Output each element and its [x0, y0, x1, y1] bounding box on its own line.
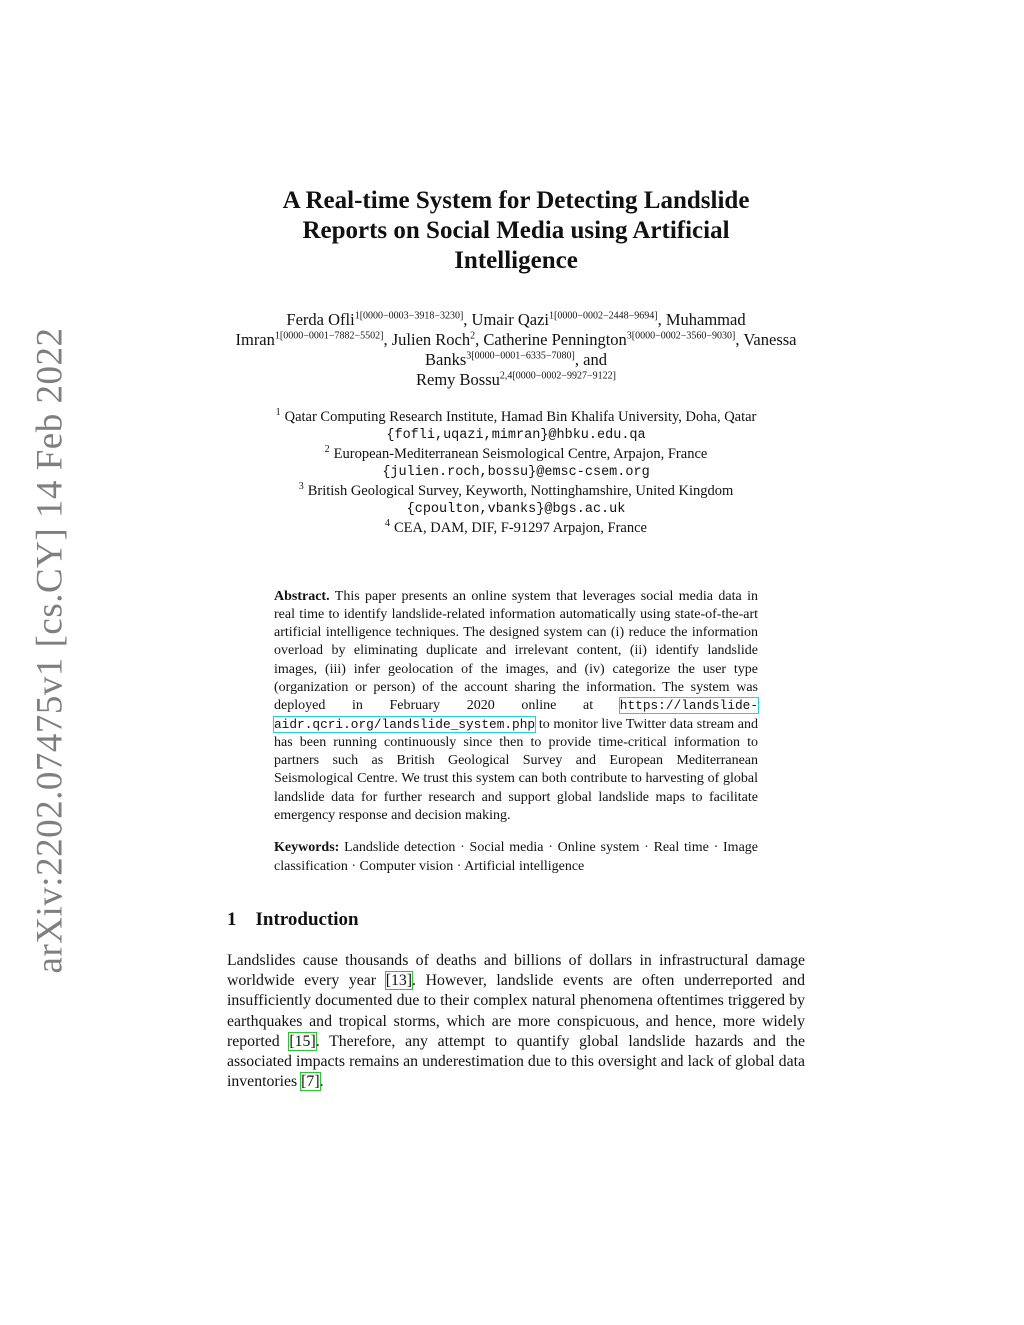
author-affiliation-orcid: 1[0000−0003−3918−3230] — [354, 310, 464, 322]
author-affiliation-orcid: 2,4[0000−0002−9927−9122] — [499, 370, 616, 382]
affiliation-text: European-Mediterranean Seismological Centre, Arpajon, France — [333, 446, 708, 462]
citation-link[interactable]: [7] — [301, 1073, 320, 1091]
affiliation-text: CEA, DAM, DIF, F-91297 Arpajon, France — [394, 520, 647, 536]
system-url-link[interactable]: https://landslide-aidr.qcri.org/landslide_system.php — [274, 698, 759, 732]
author-name: Umair Qazi — [471, 310, 549, 329]
affiliation-text: British Geological Survey, Keyworth, Nottinghamshire, United Kingdom — [307, 483, 734, 499]
intro-text: . Therefore, any attempt to quantify global landslide hazards and the associated impacts remains an underestimation due to this oversight and lack of global data inventories — [227, 1032, 805, 1091]
author-affiliation-orcid: 3[0000−0001−6335−7080] — [466, 350, 575, 362]
abstract-text: to monitor live Twitter data stream and has been running continuously since then to provide time-critical information to partners such as British Geological Survey and European Mediterranean Seismological Centre. We trust this system can both contribute to harvesting of global landslide data for further research and support global landslide maps to facilitate emergency response and decision making. — [274, 716, 759, 824]
affiliation-entry — [227, 445, 805, 464]
affiliation-number: 1 — [275, 407, 281, 419]
affiliation-email: {cpoulton,vbanks}@bgs.ac.uk — [406, 501, 626, 517]
section-heading — [227, 909, 805, 931]
intro-text: . — [319, 1073, 324, 1091]
keywords-text: Landslide detection · Social media · Online system · Real time · Image classification · Computer vision · Artificial intelligence — [274, 840, 758, 874]
affiliation-email: {julien.roch,bossu}@emsc-csem.org — [382, 464, 650, 480]
intro-text: Landslides cause thousands of deaths and billions of dollars in infrastructural damage worldwide every year — [227, 951, 805, 990]
author-affiliation-orcid: 3[0000−0002−3560−9030] — [626, 330, 736, 342]
affiliation-list — [227, 408, 805, 538]
affiliation-entry — [227, 408, 805, 427]
author-name: Julien Roch — [391, 330, 471, 349]
affiliation-number: 2 — [324, 444, 330, 456]
paper-page — [227, 186, 805, 1092]
author-conjunction: and — [583, 350, 607, 369]
affiliation-entry — [227, 519, 805, 538]
citation-link[interactable]: [15] — [289, 1032, 316, 1050]
citation-link[interactable]: [13] — [385, 972, 413, 990]
title-line: A Real-time System for Detecting Landslide — [282, 187, 750, 214]
author-name: Ferda Ofli — [286, 310, 355, 329]
affiliation-text: Qatar Computing Research Institute, Hamad Bin Khalifa University, Doha, Qatar — [284, 409, 757, 425]
arxiv-identifier-text: arXiv:2202.07475v1 [cs.CY] 14 Feb 2022 — [29, 327, 71, 973]
title-line: Reports on Social Media using Artificial — [302, 217, 730, 244]
keywords-label: Keywords: — [274, 840, 340, 856]
author-affiliation-orcid: 1[0000−0002−2448−9694] — [548, 310, 658, 322]
affiliation-number: 3 — [298, 481, 304, 493]
author-affiliation-orcid: 1[0000−0001−7882−5502] — [274, 330, 384, 342]
author-name: Catherine Pennington — [483, 330, 627, 349]
abstract-label: Abstract. — [274, 588, 330, 604]
author-list: Ferda Ofli$^{1[0000-0003-3918-3230]}$, Umair Qazi$^{1[0000-0002-2448-9694]}$, Muhammad Imran$^{1[0000-0001-7882-5502]}$, Julien Roch$^2$, Catherine Pennington$^{3[0000-0002-3560-9030]}$, Vanessa Banks$^{3[0000-0001-6335-7080]}$, and Remy Bossu$^{2,4[0000-0002-9927-9122]}$ — [235, 310, 797, 389]
affiliation-entry — [227, 482, 805, 501]
paper-title — [227, 186, 805, 276]
arxiv-identifier-stamp — [22, 327, 78, 973]
intro-text: . However, landslide events are often underreported and insufficiently documented due to their complex natural phenomena oftentimes triggered by earthquakes and tropical storms, which are more conspicuous, and hence, more widely reported — [227, 972, 806, 1050]
author-affiliation-orcid: 2 — [470, 330, 476, 342]
intro-paragraph — [227, 951, 805, 1092]
section-number: 1 — [227, 908, 237, 930]
affiliation-email: {fofli,uqazi,mimran}@hbku.edu.qa — [386, 427, 646, 443]
title-line: Intelligence — [454, 247, 578, 274]
abstract-text: This paper presents an online system that leverages social media data in real time to identify landslide-related information automatically using state-of-the-art artificial intelligence techniques. The designed system can (i) reduce the information overload by eliminating duplicate and irrelevant content, (ii) identify landslide images, (iii) infer geolocation of the images, and (iv) categorize the user type (organization or person) of the account sharing the information. The system was deployed in February 2020 online at — [274, 588, 759, 714]
affiliation-number: 4 — [385, 518, 390, 530]
author-name: Vanessa Banks — [425, 330, 797, 369]
author-name: Muhammad Imran — [235, 310, 746, 349]
abstract — [274, 588, 758, 826]
keywords — [274, 839, 758, 876]
author-name: Remy Bossu — [416, 370, 500, 389]
section-title: Introduction — [255, 908, 359, 930]
